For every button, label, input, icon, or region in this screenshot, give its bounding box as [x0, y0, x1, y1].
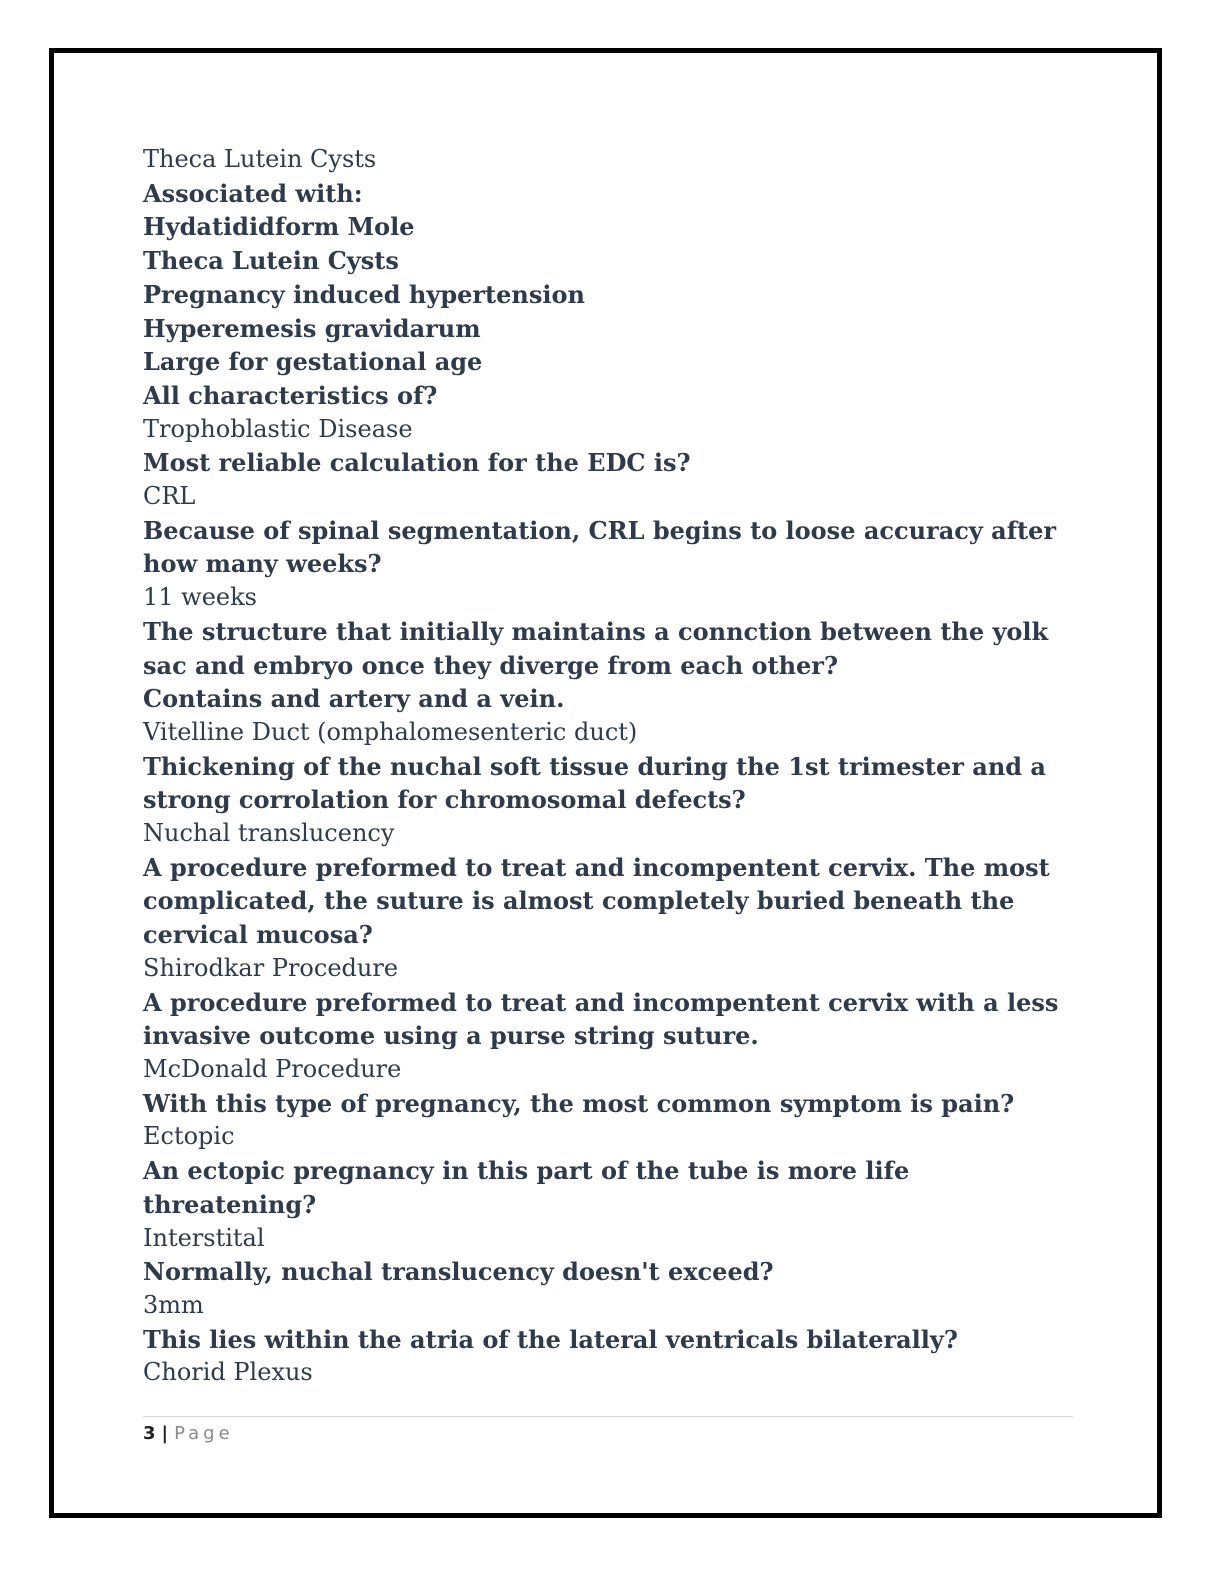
text-line: A procedure preformed to treat and incompentent cervix. The most complicated, the suture is almost completely buried beneath the cervical mucosa? — [143, 852, 1050, 950]
text-line: Most reliable calculation for the EDC is? — [143, 448, 691, 478]
text-line: Contains and artery and a vein. — [143, 684, 565, 714]
text-line: Associated with: — [143, 178, 363, 208]
text-line: 11 weeks — [143, 583, 257, 612]
text-line: McDonald Procedure — [143, 1054, 402, 1083]
text-line: This lies within the atria of the lateral ventricals bilaterally? — [143, 1324, 958, 1354]
text-line: Chorid Plexus — [143, 1358, 313, 1387]
text-line: A procedure preformed to treat and incompentent cervix with a less invasive outcome using a purse string suture. — [143, 987, 1059, 1051]
text-line: 3mm — [143, 1290, 204, 1319]
text-line: Hydatididform Mole — [143, 212, 415, 242]
footer-separator: | — [161, 1423, 169, 1444]
page-footer — [143, 1423, 234, 1445]
text-line: Hyperemesis gravidarum — [143, 313, 481, 343]
text-line: With this type of pregnancy, the most common symptom is pain? — [143, 1088, 1015, 1118]
document-body — [143, 143, 1073, 1390]
text-line: Thickening of the nuchal soft tissue during the 1st trimester and a strong corrolation for chromosomal defects? — [143, 751, 1046, 815]
text-line: Shirodkar Procedure — [143, 953, 399, 982]
text-line: Vitelline Duct (omphalomesenteric duct) — [143, 717, 638, 746]
text-line: Pregnancy induced hypertension — [143, 279, 585, 309]
text-line: Trophoblastic Disease — [143, 414, 413, 443]
text-line: Large for gestational age — [143, 347, 483, 377]
text-line: An ectopic pregnancy in this part of the tube is more life threatening? — [143, 1156, 910, 1219]
text-line: The structure that initially maintains a connction between the yolk sac and embryo once they diverge from each other? — [143, 616, 1049, 680]
text-line: Because of spinal segmentation, CRL begins to loose accuracy after how many weeks? — [143, 515, 1057, 579]
page-label: Page — [174, 1423, 234, 1444]
text-line: Theca Lutein Cysts — [143, 246, 399, 276]
text-line: CRL — [143, 482, 196, 511]
text-line: Interstital — [143, 1223, 265, 1252]
text-line: Normally, nuchal translucency doesn't exceed? — [143, 1257, 774, 1287]
text-line: Theca Lutein Cysts — [143, 145, 377, 173]
text-line: All characteristics of? — [143, 380, 438, 410]
page-number: 3 — [143, 1423, 156, 1444]
footer-divider — [143, 1416, 1073, 1417]
text-line: Ectopic — [143, 1122, 235, 1151]
text-line: Nuchal translucency — [143, 819, 395, 848]
